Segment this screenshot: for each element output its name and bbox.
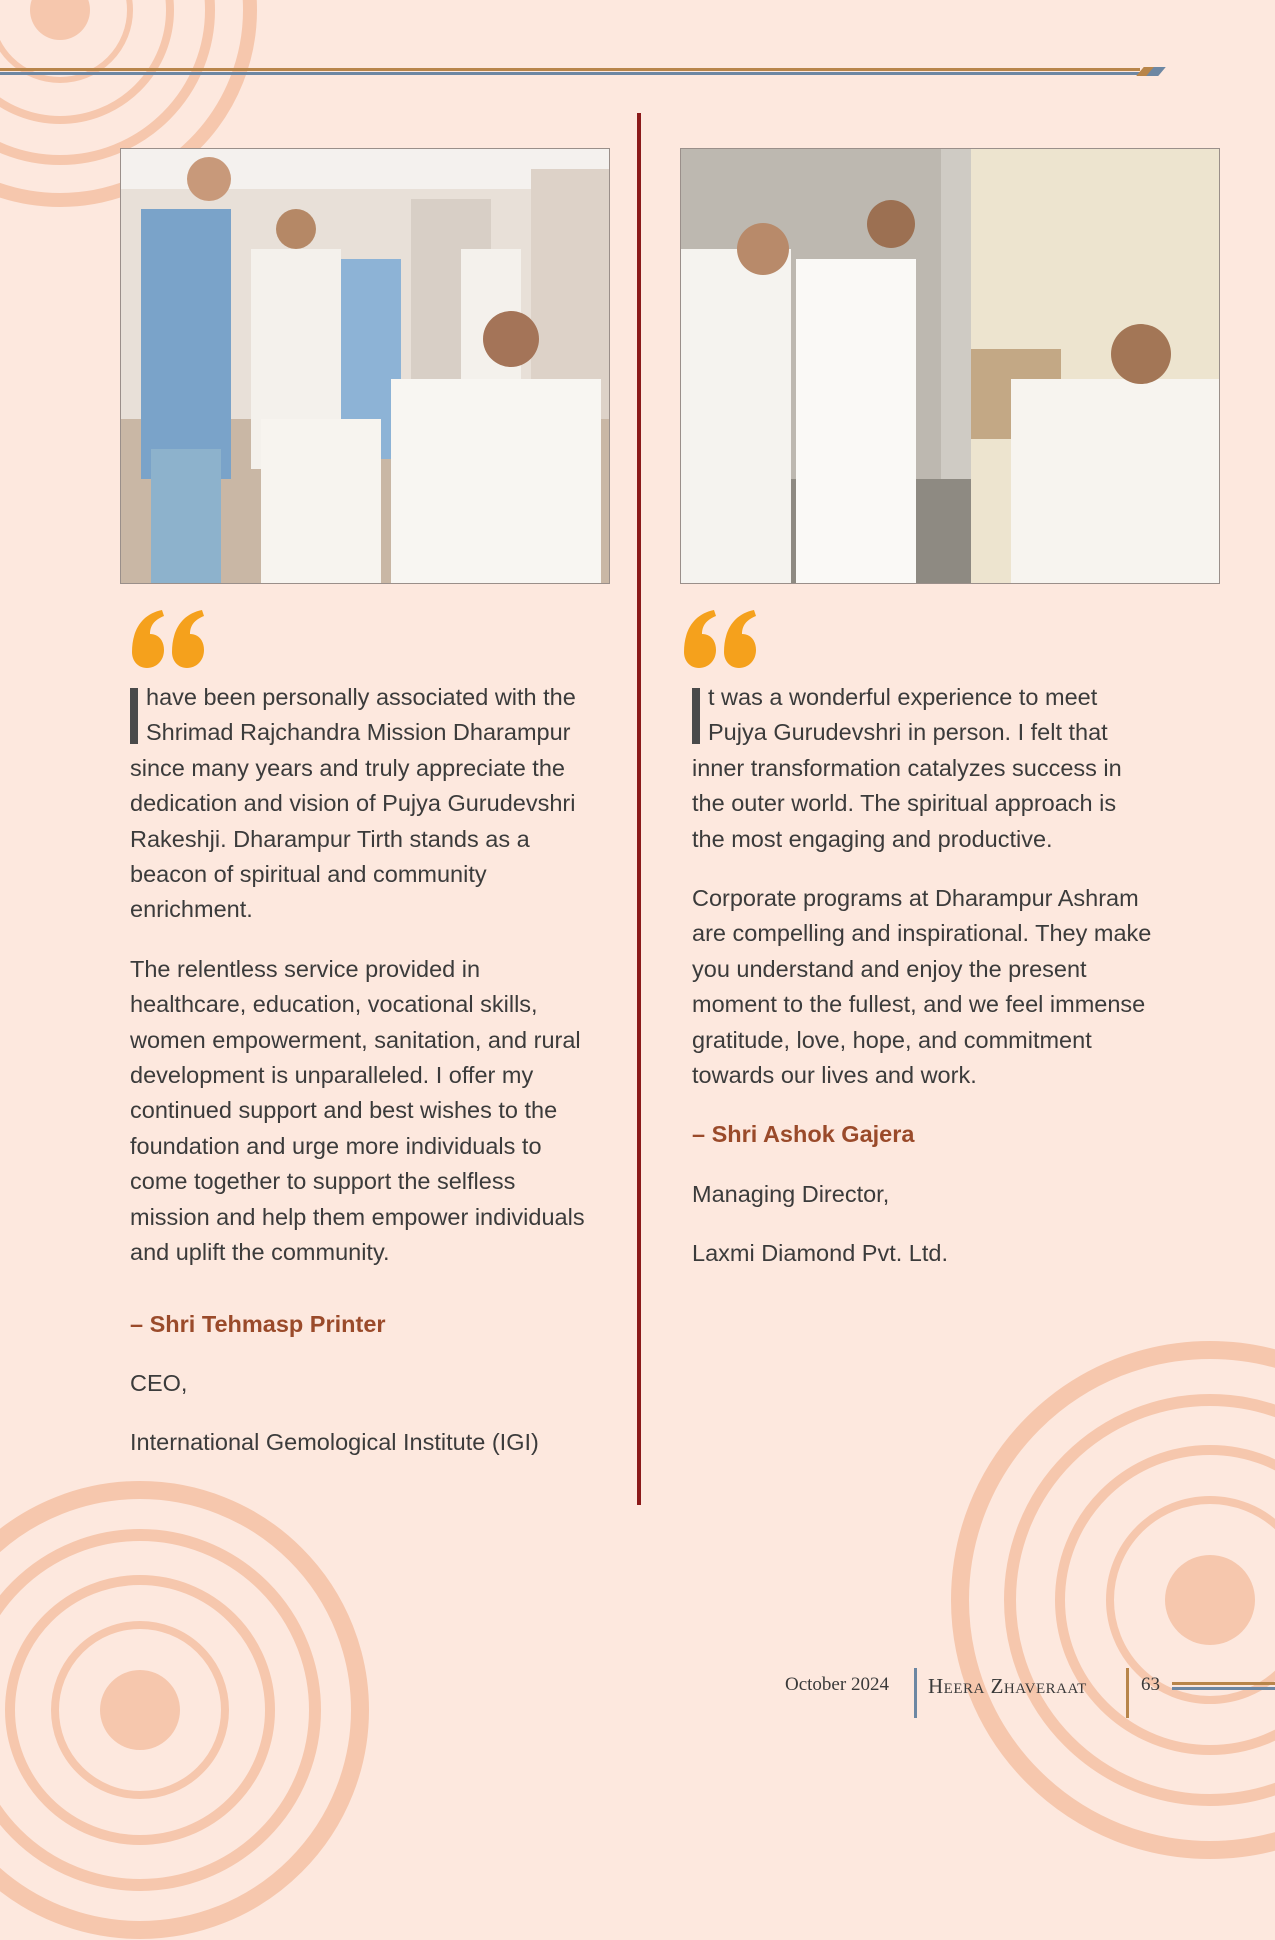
testimonial-left-paragraph-2: The relentless service provided in healthcare, education, vocational skills, women empowerment, sanitation, and rural development is unparalleled. I offer my continued support and best wishes to the foundation and urge more individuals to come together to support the selfless mission and help them empower individuals and uplift the community. <box>130 955 585 1266</box>
dropcap <box>130 688 138 744</box>
photo-left <box>120 148 610 584</box>
quote-icon <box>128 608 208 670</box>
photo-right-image <box>681 149 1219 583</box>
page-footer <box>0 1668 1275 1718</box>
photo-right <box>680 148 1220 584</box>
mandala-ornament-bottom-right <box>950 1340 1275 1860</box>
author-role: CEO, <box>130 1369 188 1396</box>
footer-divider <box>914 1668 917 1718</box>
issue-date: October 2024 <box>785 1674 889 1695</box>
author-role: Managing Director, <box>692 1180 890 1207</box>
magazine-title: Heera Zhaveraat <box>928 1674 1087 1698</box>
testimonial-right-paragraph-1: t was a wonderful experience to meet Pujya Gurudevshri in person. I felt that inner transformation catalyzes success in the outer world. The spiritual approach is the most engaging and productive. <box>692 684 1122 852</box>
testimonial-left <box>130 680 600 1485</box>
quote-icon <box>680 608 760 670</box>
author-organization: Laxmi Diamond Pvt. Ltd. <box>692 1240 948 1267</box>
column-divider <box>637 113 641 1505</box>
testimonial-right <box>692 680 1152 1296</box>
page-number: 63 <box>1141 1674 1160 1695</box>
testimonial-right-paragraph-2: Corporate programs at Dharampur Ashram are compelling and inspirational. They make you understand and enjoy the present moment to the fullest, and we feel immense gratitude, love, hope, and commitment towards our lives and work. <box>692 885 1152 1089</box>
author-organization: International Gemological Institute (IGI) <box>130 1429 539 1456</box>
dropcap <box>692 688 700 744</box>
author-name: – Shri Tehmasp Printer <box>130 1310 386 1337</box>
author-name: – Shri Ashok Gajera <box>692 1121 915 1148</box>
footer-rule <box>1172 1682 1275 1685</box>
testimonial-left-paragraph-1: have been personally associated with the Shrimad Rajchandra Mission Dharampur since many years and truly appreciate the dedication and vision of Pujya Gurudevshri Rakeshji. Dharampur Tirth stands as a beacon of spiritual and community enrichment. <box>130 684 576 923</box>
footer-rule <box>1172 1687 1275 1690</box>
top-rule <box>0 68 1160 78</box>
footer-divider <box>1126 1668 1129 1718</box>
photo-left-image <box>121 149 609 583</box>
